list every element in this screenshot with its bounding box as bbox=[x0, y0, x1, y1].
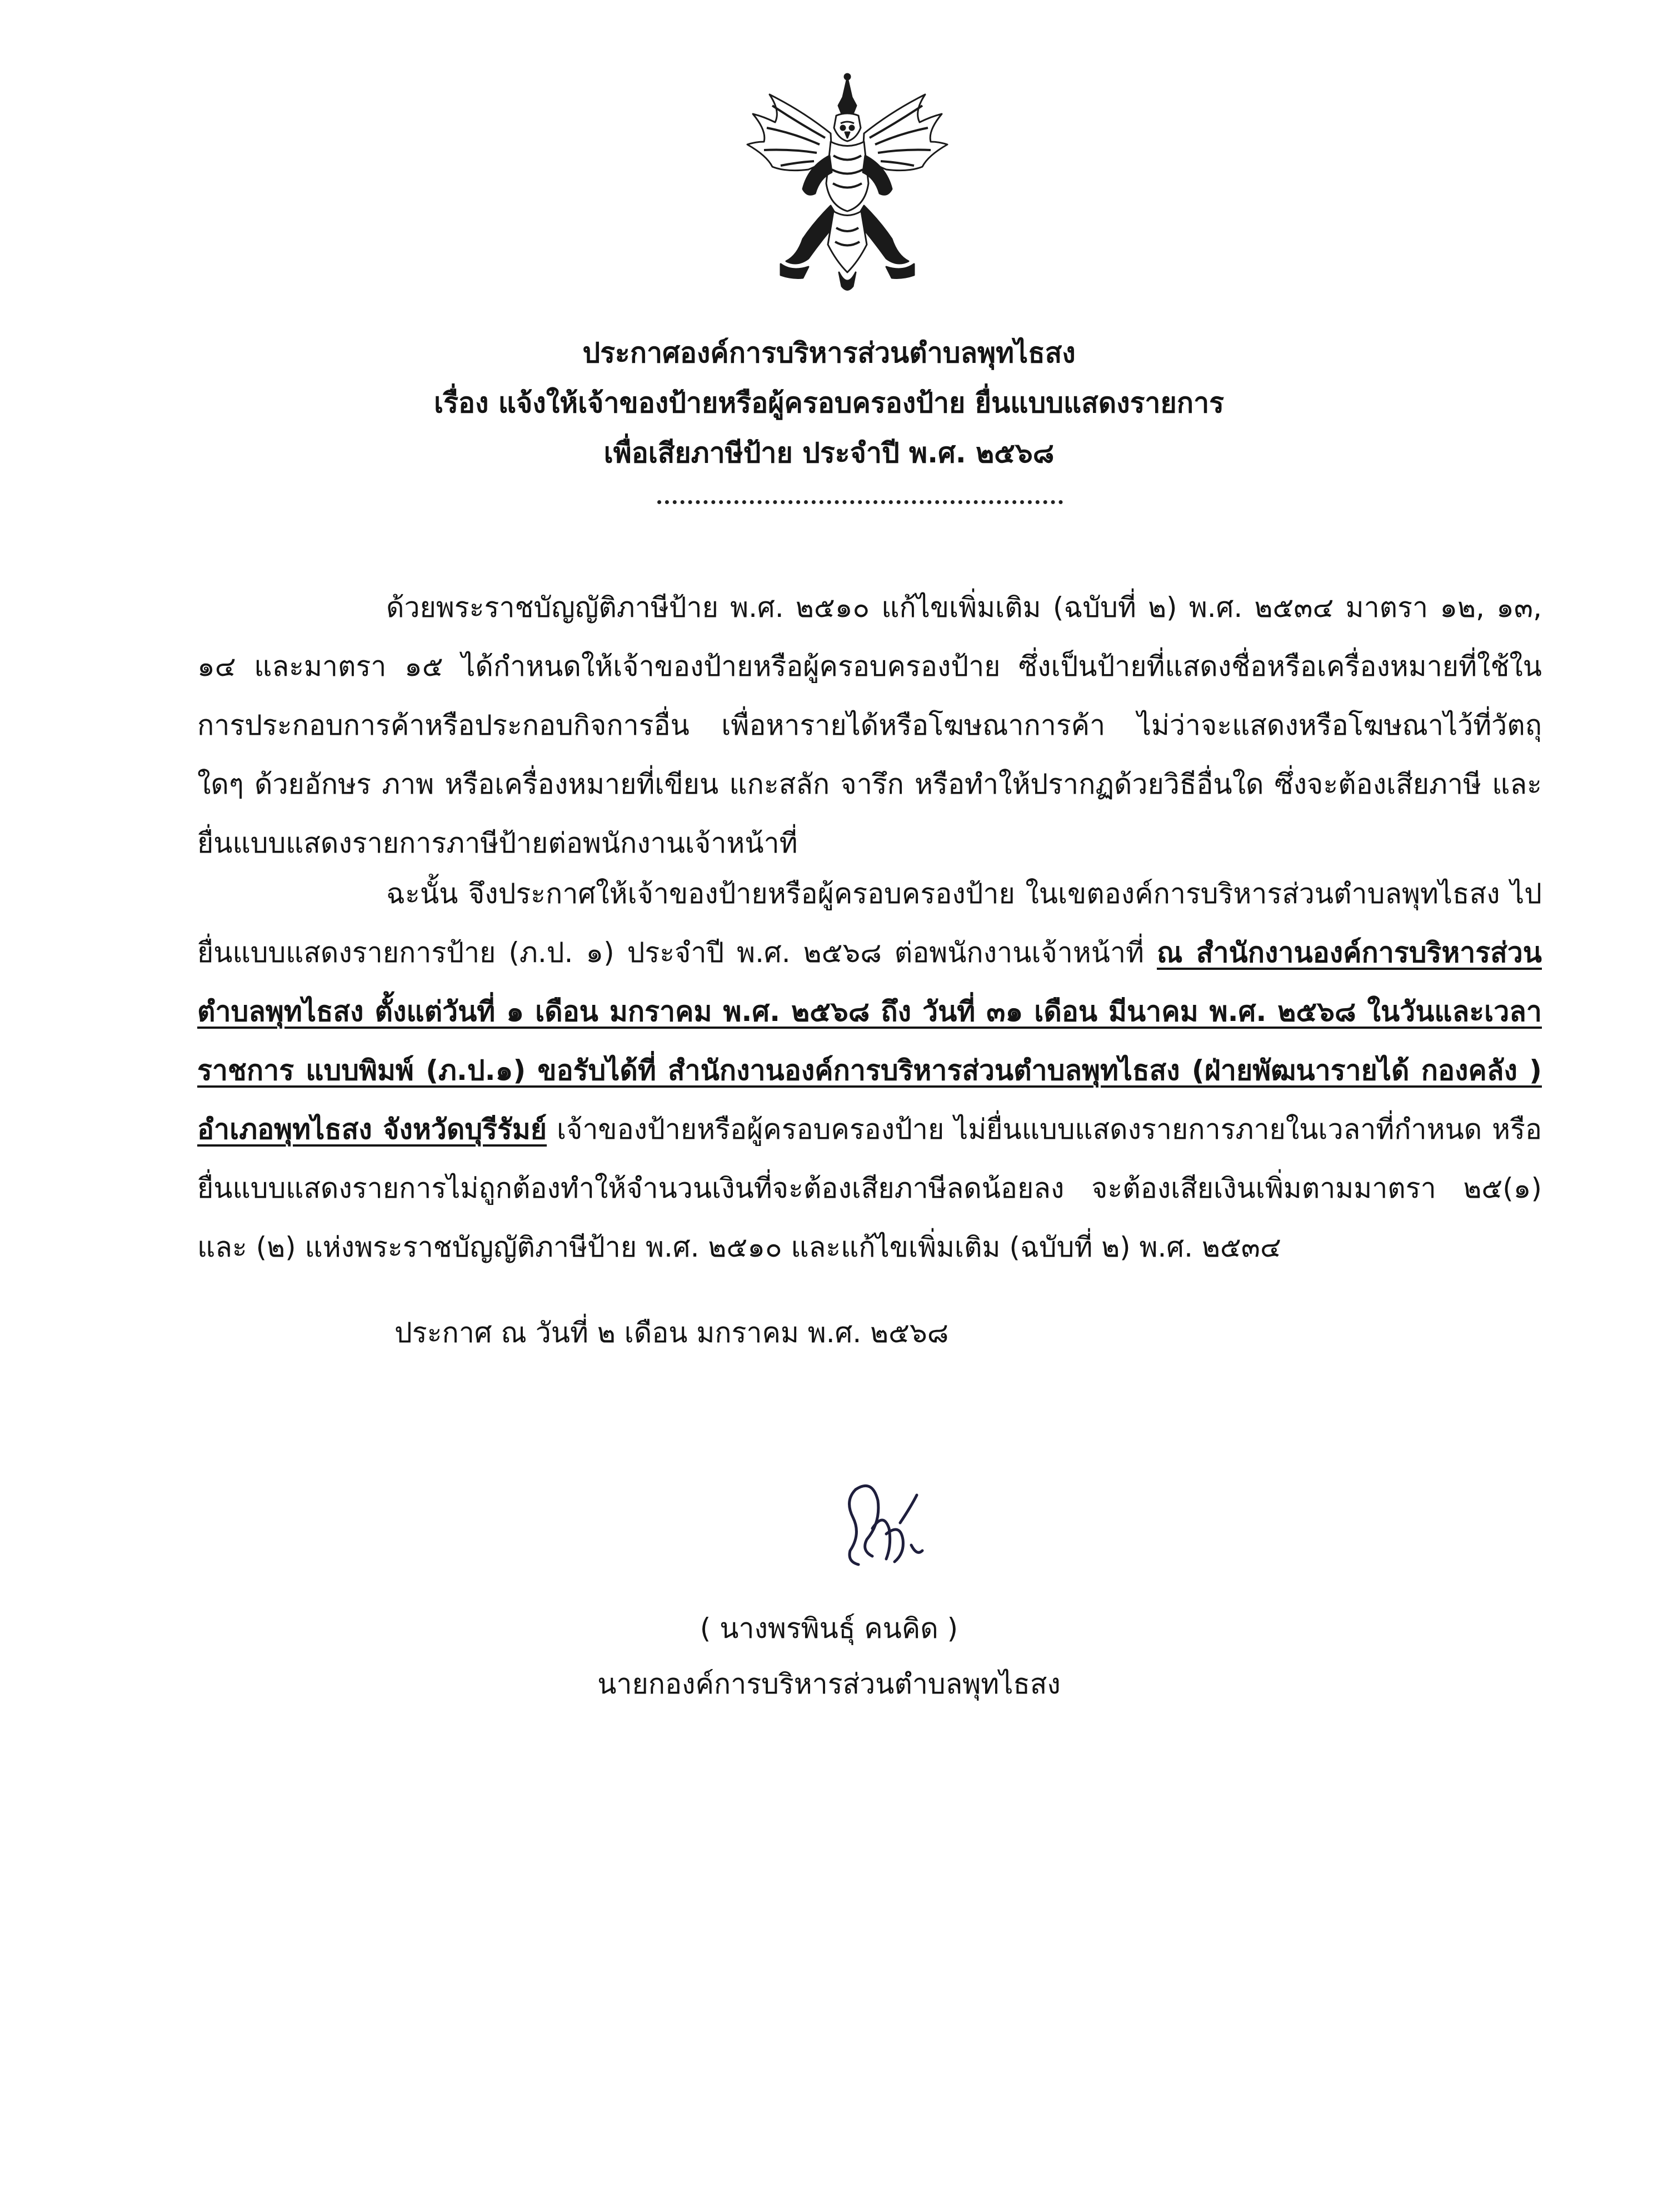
header-title: ประกาศองค์การบริหารส่วนตำบลพุทไธสง bbox=[582, 337, 1076, 369]
paragraph-2-highlight: ณ สำนักงานองค์การบริหารส่วนตำบลพุทไธสง ตั้งแต่วันที่ ๑ เดือน มกราคม พ.ศ. ๒๕๖๘ ถึง วันที่ ๓๑ เดือน มีนาคม พ.ศ. ๒๕๖๘ ในวันและเวลาราชการ แบบพิมพ์ (ภ.ป.๑) ขอรับได้ที่ สำนักงานองค์การบริหารส่วนตำบลพุทไธสง (ฝ่ายพัฒนารายได้ กองคลัง ) อำเภอพุทไธสง จังหวัดบุรีรัมย์ bbox=[197, 936, 1542, 1145]
announcement-header bbox=[0, 328, 1658, 478]
signer-name: ( นางพรพินธุ์ คนคิด ) bbox=[700, 1612, 958, 1645]
body-paragraph-1 bbox=[197, 578, 1542, 873]
garuda-emblem-icon bbox=[742, 72, 953, 295]
paragraph-2-start: ฉะนั้น จึงประกาศให้เจ้าของป้ายหรือผู้ครอบครองป้าย ในเขตองค์การบริหารส่วนตำบลพุทไธสง ไปยื่นแบบแสดงรายการป้าย (ภ.ป. ๑) ประจำปี พ.ศ. ๒๕๖๘ ต่อพนักงานเจ้าหน้าที่ bbox=[197, 878, 1542, 969]
paragraph-2-end: เจ้าของป้ายหรือผู้ครอบครองป้าย ไม่ยื่นแบบแสดงรายการภายในเวลาที่กำหนด หรือยื่นแบบแสดงรายการไม่ถูกต้องทำให้จำนวนเงินที่จะต้องเสียภาษีลดน้อยลง จะต้องเสียเงินเพิ่มตามมาตรา ๒๕(๑) และ (๒) แห่งพระราชบัญญัติภาษีป้าย พ.ศ. ๒๕๑๐ และแก้ไขเพิ่มเติม (ฉบับที่ ๒) พ.ศ. ๒๕๓๔ bbox=[197, 1113, 1542, 1263]
paragraph-1-text: ด้วยพระราชบัญญัติภาษีป้าย พ.ศ. ๒๕๑๐ แก้ไขเพิ่มเติม (ฉบับที่ ๒) พ.ศ. ๒๕๓๔ มาตรา ๑๒, ๑๓, ๑๔ และมาตรา ๑๕ ได้กำหนดให้เจ้าของป้ายหรือผู้ครอบครองป้าย ซึ่งเป็นป้ายที่แสดงชื่อหรือเครื่องหมายที่ใช้ในการประกอบการค้าหรือประกอบกิจการอื่น เพื่อหารายได้หรือโฆษณาการค้า ไม่ว่าจะแสดงหรือโฆษณาไว้ที่วัตถุใดๆ ด้วยอักษร ภาพ หรือเครื่องหมายที่เขียน แกะสลัก จารึก หรือทำให้ปรากฏด้วยวิธีอื่นใด ซึ่งจะต้องเสียภาษี และยื่นแบบแสดงรายการภาษีป้ายต่อพนักงานเจ้าหน้าที่ bbox=[197, 591, 1542, 859]
header-divider bbox=[657, 500, 1063, 504]
announce-date: ประกาศ ณ วันที่ ๒ เดือน มกราคม พ.ศ. ๒๕๖๘ bbox=[394, 1317, 949, 1349]
body-paragraph-2 bbox=[197, 864, 1542, 1277]
signature-icon bbox=[833, 1467, 928, 1578]
header-subject-continued: เพื่อเสียภาษีป้าย ประจำปี พ.ศ. ๒๕๖๘ bbox=[603, 437, 1055, 469]
header-subject: เรื่อง แจ้งให้เจ้าของป้ายหรือผู้ครอบครองป้าย ยื่นแบบแสดงรายการ bbox=[433, 387, 1225, 419]
signer-position: นายกองค์การบริหารส่วนตำบลพุทไธสง bbox=[597, 1668, 1061, 1700]
